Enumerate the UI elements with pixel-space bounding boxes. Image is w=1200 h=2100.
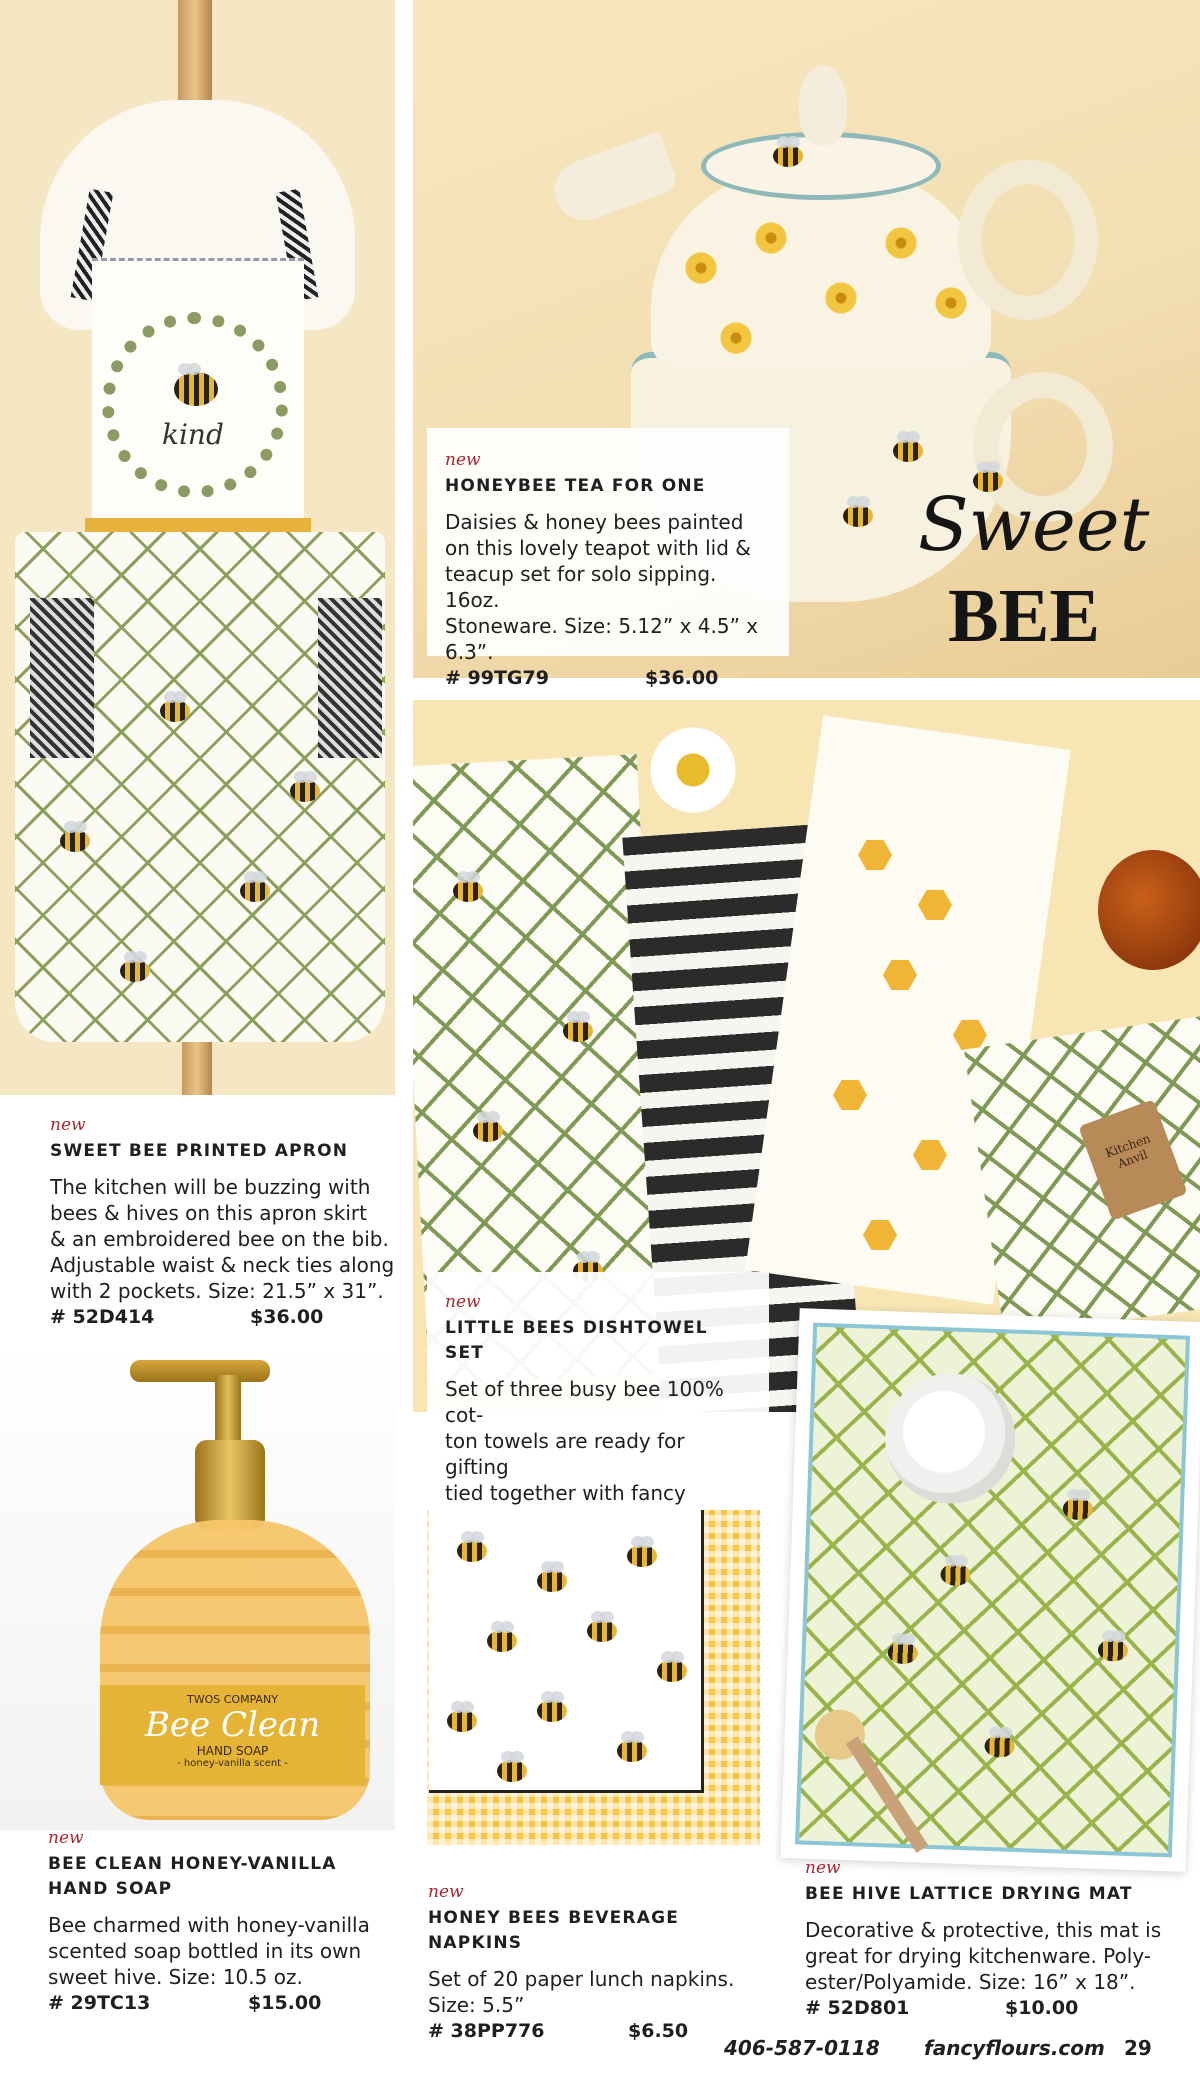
product-sku: # 99TG79 [445,667,549,689]
daisy-icon [753,220,789,256]
product-price: $10.00 [1005,1997,1079,2019]
bee-icon [60,830,90,852]
napkins-photo [427,1510,760,1845]
bee-icon [627,1545,657,1567]
product-price: $36.00 [250,1306,324,1328]
bee-icon [893,440,923,462]
product-desc-line: Daisies & honey bees painted [445,510,744,534]
bee-icon [537,1570,567,1592]
product-desc-line: scented soap bottled in its own [48,1939,362,1963]
product-desc-line: Decorative & protective, this mat is [805,1918,1162,1942]
pump-collar [195,1440,265,1530]
teapot-handle [958,160,1098,320]
soap-photo [0,1340,395,1830]
product-desc-line: Size: 5.5” [428,1993,525,2017]
new-badge: new [50,1115,86,1135]
price-row [48,1992,393,2014]
product-desc-line: with 2 pockets. Size: 21.5” x 31”. [50,1279,384,1303]
new-badge: new [445,1292,481,1312]
product-desc-line: The kitchen will be buzzing with [50,1175,371,1199]
apron-info [50,1115,395,1328]
bee-icon [240,880,270,902]
product-desc-line: tied together with fancy [445,1481,686,1505]
bee-icon [617,1740,647,1762]
bee-icon [473,1120,503,1142]
honey-jar [1098,850,1200,970]
product-price: $15.00 [248,1992,322,2014]
towel-info-box [427,1272,769,1505]
price-row [445,667,771,689]
product-title: BEE HIVE LATTICE DRYING MAT [805,1884,1133,1904]
apron-photo [0,0,395,1095]
product-desc-line: & an embroidered bee on the bib. [50,1227,389,1251]
product-sku: # 29TC13 [48,1992,151,2014]
price-row [50,1306,395,1328]
product-desc-line: ester/Polyamide. Size: 16” x 18”. [805,1970,1136,1994]
apron-pocket-left [30,598,94,758]
tea-info-box [427,428,789,689]
product-desc-line: Stoneware. Size: 5.12” x 4.5” x 6.3”. [445,614,759,664]
new-badge: new [805,1858,841,1878]
drying-mat-photo [781,1308,1200,1872]
product-sku: # 52D801 [805,1997,910,2019]
bee-icon [497,1760,527,1782]
footer [724,2030,1174,2066]
gift-tag: Kitchen Anvil [1078,1099,1187,1220]
product-desc-line: great for drying kitchenware. Poly- [805,1944,1152,1968]
new-badge: new [428,1882,464,1902]
product-desc-line: Set of three busy bee 100% cot- [445,1377,724,1427]
headline-script: Sweet [918,482,1150,568]
pump-stem [215,1375,241,1445]
soap-label-scent: - honey-vanilla scent - [177,1758,288,1769]
daisy-icon [683,250,719,286]
bee-icon [160,700,190,722]
bee-icon [290,780,320,802]
footer-site: fancyflours.com [924,2036,1105,2060]
bee-icon [537,1700,567,1722]
product-title: SWEET BEE PRINTED APRON [50,1141,349,1161]
apron-pocket-right [318,598,382,758]
bee-icon [563,1020,593,1042]
daisy-icon [883,225,919,261]
daisy-flower [648,725,738,815]
product-price: $6.50 [628,2020,689,2042]
product-price: $36.00 [645,667,719,689]
embroidered-bee-icon [174,372,218,406]
mat-info [805,1858,1175,2019]
teapot-knob [799,65,847,145]
new-badge: new [445,450,481,470]
product-desc-line: ton towels are ready for gifting [445,1429,685,1479]
bee-icon [657,1660,687,1682]
bee-icon [773,145,803,167]
soap-label-type: HAND SOAP [196,1744,269,1758]
bee-icon [457,1540,487,1562]
teapot-spout [546,131,679,228]
bee-icon [587,1620,617,1642]
dress-form-stand [178,0,212,110]
bee-icon [447,1710,477,1732]
product-desc-line: on this lovely teapot with lid & [445,536,751,560]
price-row [805,1997,1175,2019]
soap-label-name: Bee Clean [144,1705,321,1745]
bee-icon [487,1630,517,1652]
product-desc-line: bees & hives on this apron skirt [50,1201,367,1225]
product-sku: # 38PP776 [428,2020,545,2042]
daisy-icon [933,285,969,321]
new-badge: new [48,1828,84,1848]
product-title-line: BEE CLEAN HONEY-VANILLA [48,1854,337,1874]
product-title: LITTLE BEES DISHTOWEL SET [445,1318,708,1363]
apron-embroidered-word: kind [162,418,224,451]
product-desc-line: sweet hive. Size: 10.5 oz. [48,1965,303,1989]
bee-icon [453,880,483,902]
headline-bold: BEE [948,574,1101,658]
soap-label [100,1685,365,1785]
product-desc-line: Bee charmed with honey-vanilla [48,1913,370,1937]
napkins-info [428,1882,773,2042]
price-row [428,2020,773,2042]
soap-label-brand: TWOS COMPANY [187,1693,278,1706]
page-number: 29 [1124,2036,1152,2060]
product-desc-line: teacup set for solo sipping. 16oz. [445,562,717,612]
footer-phone: 406-587-0118 [724,2036,880,2060]
product-title: HONEY BEES BEVERAGE NAPKINS [428,1908,680,1953]
soap-info [48,1828,393,2014]
dress-form-base [182,1040,212,1095]
bee-icon [120,960,150,982]
daisy-icon [718,320,754,356]
daisy-icon [823,280,859,316]
product-sku: # 52D414 [50,1306,155,1328]
bee-icon [843,505,873,527]
pump-nozzle [130,1360,270,1382]
product-desc-line: Adjustable waist & neck ties along [50,1253,395,1277]
product-title: HONEYBEE TEA FOR ONE [445,476,706,496]
product-desc-line: Set of 20 paper lunch napkins. [428,1967,735,1991]
product-title-line: HAND SOAP [48,1879,173,1899]
